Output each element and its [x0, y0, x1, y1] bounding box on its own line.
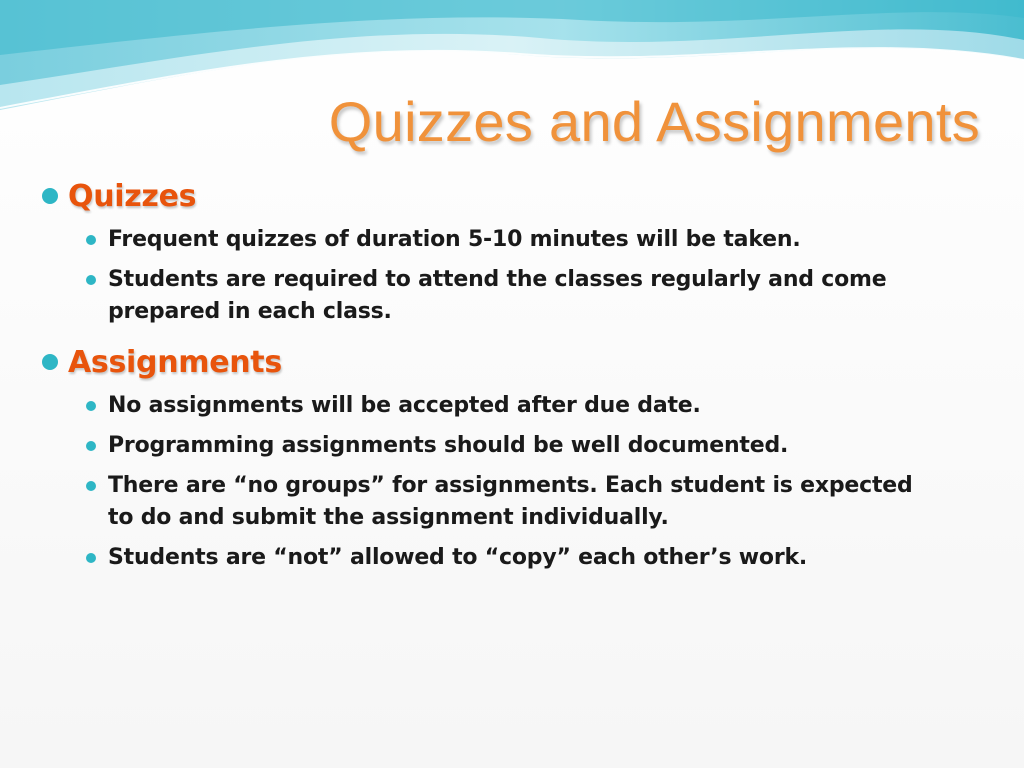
section-quizzes — [40, 172, 940, 328]
bullet-icon — [86, 553, 96, 563]
bullet-icon — [86, 481, 96, 491]
bullet-icon — [42, 354, 58, 370]
list-item — [40, 224, 940, 256]
bullet-list — [40, 390, 940, 574]
list-item-text: There are “no groups” for assignments. Each student is expected to do and submit the assignment individually. — [108, 473, 913, 530]
bullet-icon — [86, 235, 96, 245]
bullet-icon — [42, 188, 58, 204]
bullet-icon — [86, 401, 96, 411]
list-item — [40, 542, 940, 574]
bullet-icon — [86, 275, 96, 285]
bullet-list — [40, 224, 940, 328]
section-heading-label: Quizzes — [68, 178, 197, 214]
list-item-text: Frequent quizzes of duration 5-10 minutes will be taken. — [108, 227, 801, 252]
list-item — [40, 390, 940, 422]
slide-title: Quizzes and Assignments — [328, 90, 980, 153]
list-item — [40, 470, 940, 534]
list-item-text: Students are “not” allowed to “copy” each other’s work. — [108, 545, 808, 570]
section-assignments — [40, 338, 940, 574]
list-item-text: No assignments will be accepted after due date. — [108, 393, 701, 418]
section-heading — [40, 172, 940, 220]
section-heading-label: Assignments — [68, 344, 282, 380]
bullet-icon — [86, 441, 96, 451]
list-item — [40, 430, 940, 462]
section-heading — [40, 338, 940, 386]
list-item-text: Programming assignments should be well documented. — [108, 433, 789, 458]
slide-content — [40, 172, 940, 582]
list-item-text: Students are required to attend the classes regularly and come prepared in each class. — [108, 267, 887, 324]
list-item — [40, 264, 940, 328]
